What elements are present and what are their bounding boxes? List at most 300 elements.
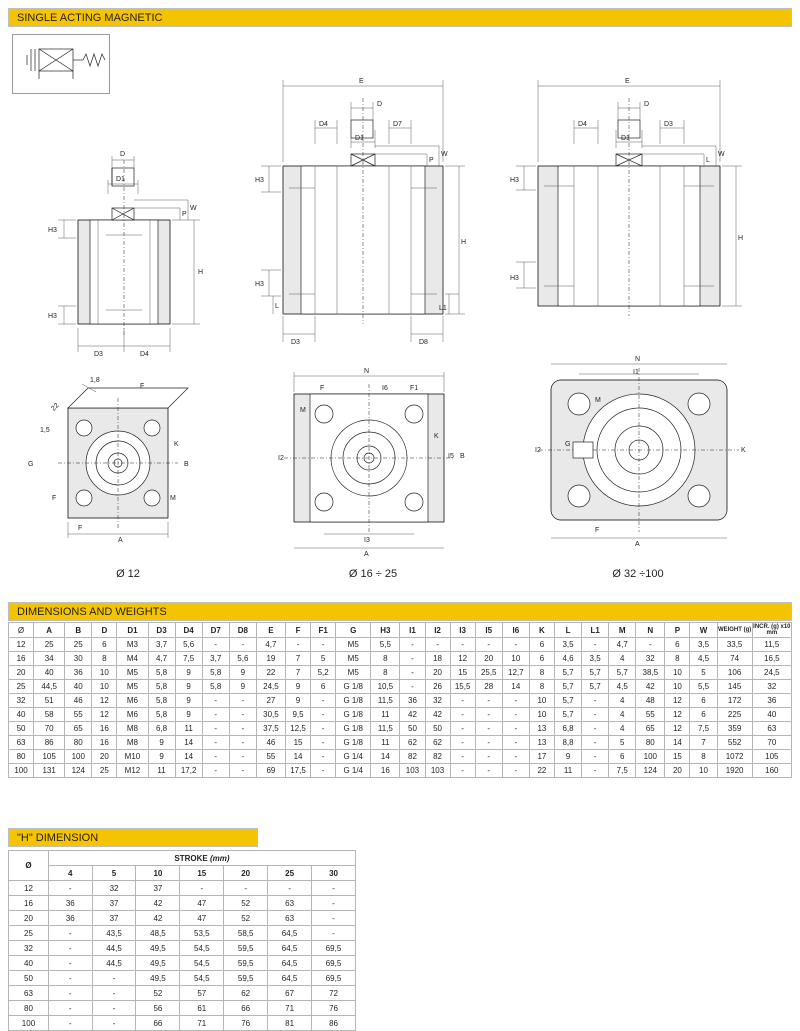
cell: - (48, 986, 92, 1001)
cell: 54,5 (180, 941, 224, 956)
svg-text:B: B (184, 461, 189, 468)
cell: 5,8 (148, 666, 175, 680)
cell: 70 (752, 736, 791, 750)
cell: - (582, 694, 609, 708)
cell: 32 (92, 881, 136, 896)
cell: 62 (400, 736, 425, 750)
table-row (9, 722, 792, 736)
cell: - (582, 722, 609, 736)
table-row (9, 911, 356, 926)
cell: - (636, 638, 665, 652)
cell: 26 (425, 680, 450, 694)
cell: 6 (92, 638, 117, 652)
cell: 86 (312, 1016, 356, 1031)
cell: - (311, 764, 336, 778)
col-e: E (256, 623, 285, 638)
cell: 9 (175, 708, 202, 722)
cell: 67 (268, 986, 312, 1001)
caption-o32-100: Ø 32 ÷100 (612, 568, 664, 580)
svg-text:M: M (170, 495, 176, 502)
cell: 59,5 (224, 956, 268, 971)
stroke-label: STROKE (174, 853, 208, 863)
drawing-view-o16-25-plan (258, 362, 488, 562)
cell: 16,5 (752, 652, 791, 666)
cell: - (229, 708, 256, 722)
cell: 359 (717, 722, 752, 736)
svg-text:F: F (320, 385, 325, 392)
cell: - (582, 750, 609, 764)
cell: 52 (136, 986, 180, 1001)
cell: - (202, 736, 229, 750)
cell: 50 (400, 722, 425, 736)
h-col-stroke (48, 851, 355, 866)
cell: 40 (9, 708, 34, 722)
cell: 37 (92, 911, 136, 926)
cell: 5,8 (148, 708, 175, 722)
cell: - (92, 1001, 136, 1016)
cell: 20 (92, 750, 117, 764)
cell: 20 (9, 911, 49, 926)
cell: 43,5 (92, 926, 136, 941)
cell: 552 (717, 736, 752, 750)
dimensions-table-body (9, 638, 792, 778)
cell: 64,5 (268, 956, 312, 971)
col-i3: I3 (450, 623, 475, 638)
h-stroke-5: 5 (92, 866, 136, 881)
cell: 9 (175, 680, 202, 694)
cell: 6 (609, 750, 636, 764)
cell: - (92, 1016, 136, 1031)
svg-text:K: K (741, 447, 746, 454)
table-row (9, 956, 356, 971)
cell: 17,5 (285, 764, 310, 778)
col-d8: D8 (229, 623, 256, 638)
cell: G 1/8 (336, 736, 371, 750)
cell: 7,5 (175, 652, 202, 666)
table-row (9, 881, 356, 896)
cell: M3 (117, 638, 148, 652)
cell: G 1/4 (336, 750, 371, 764)
cell: 3,5 (582, 652, 609, 666)
cell: - (202, 694, 229, 708)
cell: 63 (752, 722, 791, 736)
cell: 11 (554, 764, 581, 778)
cell: 14 (502, 680, 529, 694)
svg-text:L: L (275, 303, 279, 310)
cell: 11,5 (371, 722, 400, 736)
cell: - (502, 722, 529, 736)
cell: 66 (224, 1001, 268, 1016)
svg-text:I2: I2 (278, 455, 284, 462)
cell: 5 (311, 652, 336, 666)
cell: 6 (690, 708, 717, 722)
cell: 9 (175, 694, 202, 708)
cell: 8 (92, 652, 117, 666)
cell: 4,7 (148, 652, 175, 666)
cell: 3,5 (690, 638, 717, 652)
svg-text:D4: D4 (319, 121, 328, 128)
cell: - (48, 1016, 92, 1031)
technical-drawings (8, 30, 792, 600)
cell: 44,5 (34, 680, 65, 694)
cell: 6 (311, 680, 336, 694)
cell: 18 (425, 652, 450, 666)
cell: G 1/8 (336, 708, 371, 722)
cell: 12,7 (502, 666, 529, 680)
cell: 69,5 (312, 956, 356, 971)
svg-text:G: G (28, 461, 34, 468)
caption-o16-25: Ø 16 ÷ 25 (348, 568, 398, 580)
cell: 15 (665, 750, 690, 764)
h-dimension-table (8, 850, 356, 1031)
svg-text:P: P (429, 157, 434, 164)
cell: - (502, 694, 529, 708)
cell: - (475, 694, 502, 708)
cell: 5,7 (582, 680, 609, 694)
cell: - (48, 881, 92, 896)
cell: 12 (92, 708, 117, 722)
svg-text:P: P (182, 211, 187, 218)
cell: 24,5 (752, 666, 791, 680)
cell: 50 (9, 971, 49, 986)
cell: - (311, 750, 336, 764)
cell: 59,5 (224, 971, 268, 986)
cell: 52 (224, 896, 268, 911)
cell: - (400, 638, 425, 652)
cell: - (450, 750, 475, 764)
svg-text:I5: I5 (448, 453, 454, 460)
cell: 72 (312, 986, 356, 1001)
cell: 20 (425, 666, 450, 680)
drawing-view-o16-25-elevation (253, 58, 483, 368)
cell: 40 (34, 666, 65, 680)
section-header-title: SINGLE ACTING MAGNETIC (8, 8, 792, 27)
col-d: D (92, 623, 117, 638)
cell: 4 (609, 722, 636, 736)
cell: - (475, 736, 502, 750)
cell: - (450, 694, 475, 708)
svg-text:22: 22 (50, 402, 61, 413)
cell: 49,5 (136, 941, 180, 956)
cell: 5,7 (554, 694, 581, 708)
svg-text:D3: D3 (291, 339, 300, 346)
cell: 22 (529, 764, 554, 778)
cell: 9,5 (285, 708, 310, 722)
cell: 51 (34, 694, 65, 708)
cell: 103 (400, 764, 425, 778)
cell: 10 (529, 694, 554, 708)
cell: 76 (224, 1016, 268, 1031)
cell: 65 (636, 722, 665, 736)
svg-text:I1: I1 (633, 369, 639, 376)
table-row (9, 1001, 356, 1016)
cell: - (92, 971, 136, 986)
table-header-row (9, 623, 792, 638)
cell: 62 (425, 736, 450, 750)
cell: 40 (752, 708, 791, 722)
cell: - (312, 896, 356, 911)
cell: 42 (425, 708, 450, 722)
svg-text:D4: D4 (140, 351, 149, 358)
table-row (9, 652, 792, 666)
cell: 54,5 (180, 956, 224, 971)
cell: - (229, 750, 256, 764)
svg-text:D8: D8 (419, 339, 428, 346)
cell: 32 (9, 694, 34, 708)
cell: G 1/8 (336, 694, 371, 708)
svg-text:I3: I3 (364, 537, 370, 544)
cell: 1920 (717, 764, 752, 778)
cell: 10 (529, 708, 554, 722)
cell: 100 (636, 750, 665, 764)
svg-text:A: A (118, 537, 123, 544)
cell: - (48, 971, 92, 986)
cell: 10,5 (371, 680, 400, 694)
cell: 24,5 (256, 680, 285, 694)
cell: M8 (117, 722, 148, 736)
cell: 36 (48, 911, 92, 926)
cell: 5 (690, 666, 717, 680)
cell: 80 (636, 736, 665, 750)
cell: 71 (268, 1001, 312, 1016)
cell: 15,5 (450, 680, 475, 694)
cell: 82 (400, 750, 425, 764)
cell: - (285, 638, 310, 652)
cell: 16 (9, 652, 34, 666)
cell: - (475, 708, 502, 722)
cell: - (311, 722, 336, 736)
col-p: P (665, 623, 690, 638)
cell: 10 (502, 652, 529, 666)
cell: 50 (425, 722, 450, 736)
cell: 55 (256, 750, 285, 764)
cell: 32 (9, 941, 49, 956)
svg-text:F: F (140, 383, 145, 390)
cell: 64,5 (268, 941, 312, 956)
cell: 5,7 (554, 666, 581, 680)
cell: 59,5 (224, 941, 268, 956)
col-d4: D4 (175, 623, 202, 638)
cell: 38,5 (636, 666, 665, 680)
cell: 7 (690, 736, 717, 750)
col-i1: I1 (400, 623, 425, 638)
cell: 55 (636, 708, 665, 722)
cell: 7 (285, 652, 310, 666)
cell: 9 (285, 680, 310, 694)
cell: M5 (117, 666, 148, 680)
cell: 145 (717, 680, 752, 694)
svg-text:K: K (174, 441, 179, 448)
cell: 5,6 (175, 638, 202, 652)
cell: - (312, 926, 356, 941)
cell: 48,5 (136, 926, 180, 941)
cell: 86 (34, 736, 65, 750)
cell: 63 (268, 896, 312, 911)
cell: 52 (224, 911, 268, 926)
cell: 58 (34, 708, 65, 722)
cell: 80 (9, 1001, 49, 1016)
cell: 7 (285, 666, 310, 680)
cell: 225 (717, 708, 752, 722)
cell: - (502, 708, 529, 722)
svg-text:D: D (644, 101, 650, 108)
cell: 7,5 (609, 764, 636, 778)
table-row (9, 896, 356, 911)
cell: 36 (752, 694, 791, 708)
cell: 25 (65, 638, 92, 652)
drawing-view-o32-100-plan (513, 350, 763, 550)
svg-text:D7: D7 (393, 121, 402, 128)
cell: 12,5 (285, 722, 310, 736)
cell: 48 (636, 694, 665, 708)
cell: - (229, 736, 256, 750)
cell: 69 (256, 764, 285, 778)
cell: 14 (285, 750, 310, 764)
svg-text:D1: D1 (355, 135, 364, 142)
h-table-header-row-2 (9, 866, 356, 881)
cell: 6,8 (554, 722, 581, 736)
section-header-dimensions: DIMENSIONS AND WEIGHTS (8, 602, 792, 621)
cell: - (502, 736, 529, 750)
cell: - (312, 911, 356, 926)
h-table-header-row-1 (9, 851, 356, 866)
svg-text:H3: H3 (255, 177, 264, 184)
cell: 5,5 (371, 638, 400, 652)
svg-text:D3: D3 (664, 121, 673, 128)
svg-text:L: L (706, 157, 710, 164)
pneumatic-symbol-icon (12, 34, 110, 94)
cell: 5,7 (582, 666, 609, 680)
cell: G 1/8 (336, 722, 371, 736)
svg-text:A: A (635, 541, 640, 548)
cell: 10 (690, 764, 717, 778)
cell: 12 (665, 694, 690, 708)
cell: 14 (175, 750, 202, 764)
col-f1: F1 (311, 623, 336, 638)
cell: - (202, 708, 229, 722)
cell: 40 (9, 956, 49, 971)
col-d7: D7 (202, 623, 229, 638)
cell: 14 (175, 736, 202, 750)
cell: - (450, 708, 475, 722)
cell: 105 (34, 750, 65, 764)
svg-text:1,5: 1,5 (40, 427, 50, 434)
cell: 160 (752, 764, 791, 778)
svg-text:D1: D1 (621, 135, 630, 142)
cell: - (202, 638, 229, 652)
cell: 54,5 (180, 971, 224, 986)
cell: M5 (336, 638, 371, 652)
cell: 13 (529, 722, 554, 736)
col-d1: D1 (117, 623, 148, 638)
h-stroke-15: 15 (180, 866, 224, 881)
cell: 15 (450, 666, 475, 680)
cell: 9 (285, 694, 310, 708)
caption-o12: Ø 12 (116, 568, 140, 580)
col-a: A (34, 623, 65, 638)
cell: - (400, 652, 425, 666)
cell: 82 (425, 750, 450, 764)
cell: 124 (65, 764, 92, 778)
cell: 100 (65, 750, 92, 764)
cell: 9 (229, 680, 256, 694)
table-row (9, 941, 356, 956)
cell: 103 (425, 764, 450, 778)
dimensions-table (8, 622, 792, 778)
svg-text:N: N (364, 368, 370, 375)
cell: 30,5 (256, 708, 285, 722)
cell: 172 (717, 694, 752, 708)
cell: G 1/8 (336, 680, 371, 694)
cell: 50 (9, 722, 34, 736)
col-n: N (636, 623, 665, 638)
cell: 11,5 (371, 694, 400, 708)
cell: M6 (117, 708, 148, 722)
cell: 4 (609, 708, 636, 722)
cell: 66 (136, 1016, 180, 1031)
h-col-dia: Ø (9, 851, 49, 881)
cell: 11,5 (752, 638, 791, 652)
cell: 80 (9, 750, 34, 764)
cell: 25,5 (475, 666, 502, 680)
col-l1: L1 (582, 623, 609, 638)
cell: 4 (609, 694, 636, 708)
cell: 32 (425, 694, 450, 708)
cell: 9 (148, 736, 175, 750)
col-d3: D3 (148, 623, 175, 638)
cell: 12 (665, 722, 690, 736)
svg-text:D3: D3 (94, 351, 103, 358)
cell: M12 (117, 764, 148, 778)
cell: 44,5 (92, 941, 136, 956)
col-i6: I6 (502, 623, 529, 638)
cell: 65 (65, 722, 92, 736)
cell: 12 (9, 881, 49, 896)
cell: - (425, 638, 450, 652)
h-stroke-25: 25 (268, 866, 312, 881)
cell: 5 (609, 736, 636, 750)
svg-text:1,8: 1,8 (90, 377, 100, 384)
cell: 55 (65, 708, 92, 722)
cell: 5,8 (202, 680, 229, 694)
cell: 124 (636, 764, 665, 778)
svg-text:E: E (359, 78, 364, 85)
cell: 3,7 (202, 652, 229, 666)
cell: 64,5 (268, 971, 312, 986)
svg-text:A: A (364, 551, 369, 558)
cell: 11 (371, 736, 400, 750)
table-row (9, 736, 792, 750)
cell: - (475, 750, 502, 764)
cell: - (48, 941, 92, 956)
cell: 4,5 (609, 680, 636, 694)
cell: 37,5 (256, 722, 285, 736)
svg-text:N: N (635, 356, 641, 363)
cell: 6 (665, 638, 690, 652)
cell: M5 (336, 652, 371, 666)
cell: 4,7 (256, 638, 285, 652)
table-row (9, 926, 356, 941)
cell: 5,7 (609, 666, 636, 680)
cell: 5,5 (690, 680, 717, 694)
cell: 25 (9, 680, 34, 694)
cell: 16 (92, 722, 117, 736)
cell: 1072 (717, 750, 752, 764)
cell: 8 (690, 750, 717, 764)
cell: 5,7 (554, 680, 581, 694)
cell: 6 (529, 638, 554, 652)
cell: 25 (34, 638, 65, 652)
